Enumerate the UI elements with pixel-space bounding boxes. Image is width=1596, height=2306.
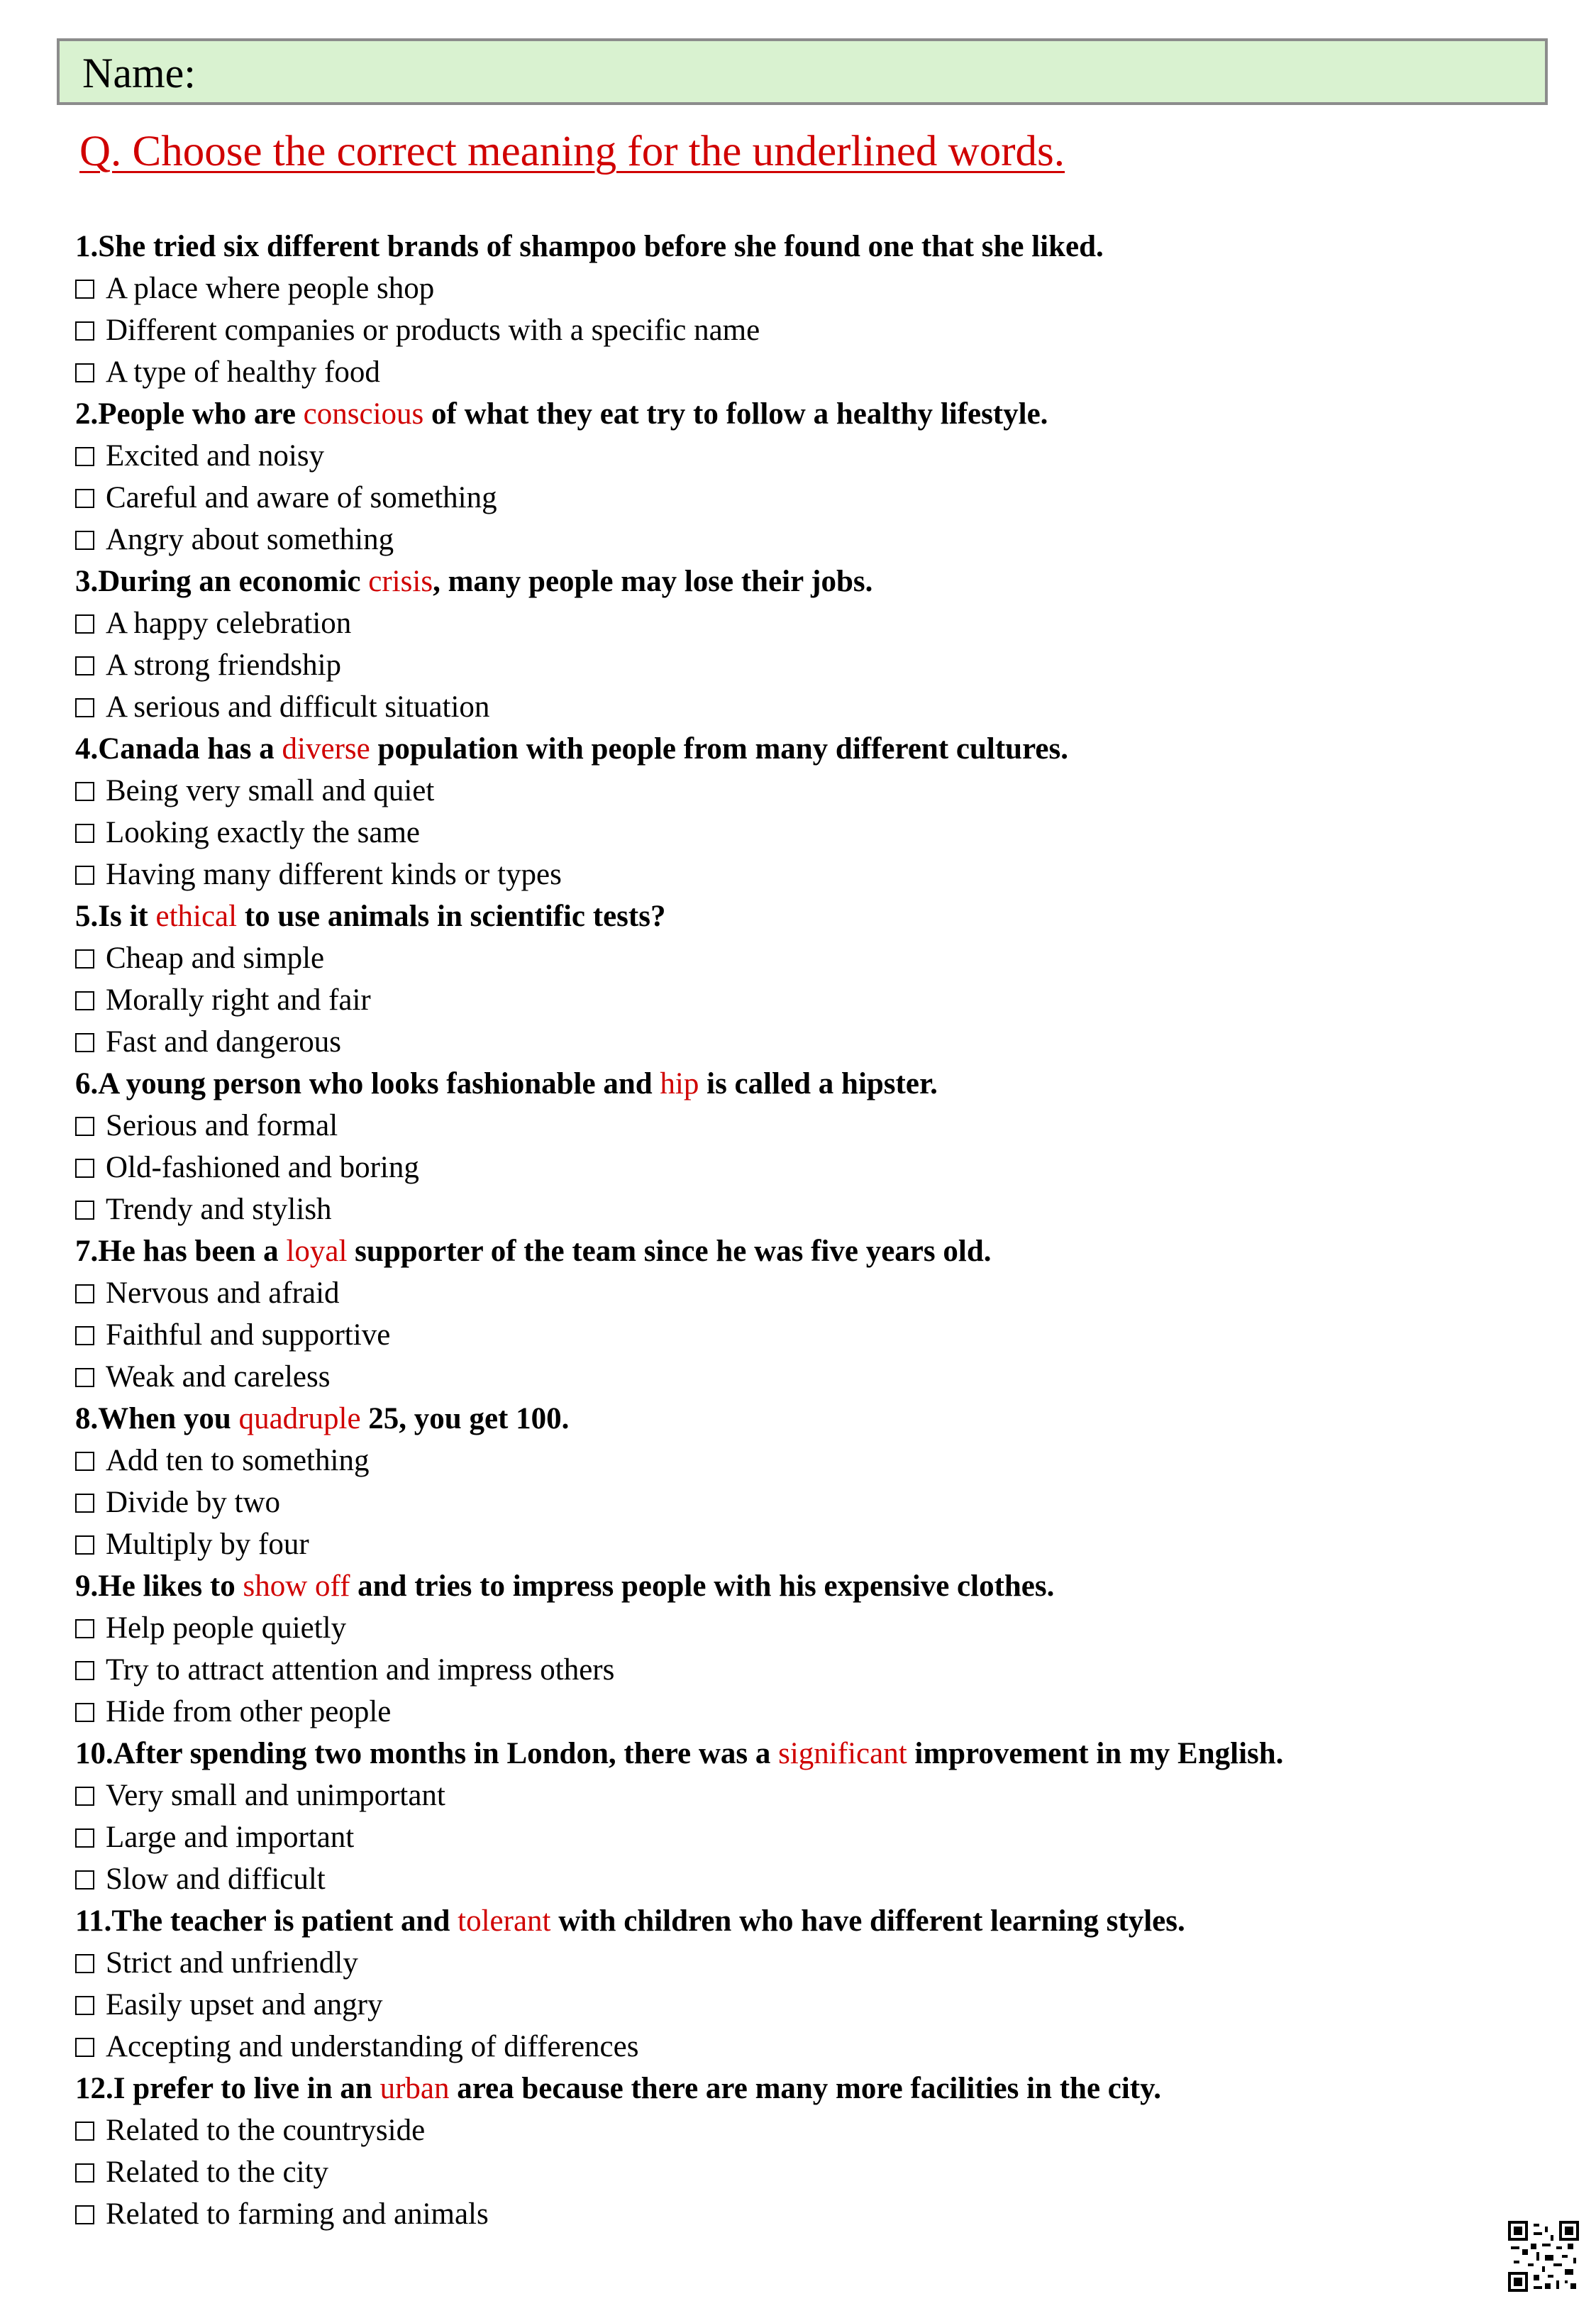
option-label: Large and important bbox=[106, 1821, 355, 1854]
answer-option[interactable] bbox=[75, 1607, 1536, 1649]
question-number: 7. bbox=[75, 1235, 99, 1268]
question-stem bbox=[75, 1733, 1536, 1775]
checkbox-icon[interactable] bbox=[75, 1284, 94, 1303]
answer-option[interactable] bbox=[75, 1147, 1536, 1188]
option-label: Having many different kinds or types bbox=[106, 858, 562, 891]
checkbox-icon[interactable] bbox=[75, 280, 94, 299]
question-stem bbox=[75, 561, 1536, 602]
option-label: Careful and aware of something bbox=[106, 481, 497, 514]
checkbox-icon[interactable] bbox=[75, 1117, 94, 1136]
option-label: Fast and dangerous bbox=[106, 1025, 341, 1059]
answer-option[interactable] bbox=[75, 979, 1536, 1021]
answer-option[interactable] bbox=[75, 351, 1536, 393]
target-word: loyal bbox=[286, 1235, 348, 1268]
target-word: crisis bbox=[368, 565, 433, 598]
checkbox-icon[interactable] bbox=[75, 1326, 94, 1345]
question-text: to use animals in scientific tests? bbox=[237, 900, 666, 933]
option-label: Looking exactly the same bbox=[106, 816, 420, 849]
question-text: He has been a bbox=[98, 1235, 287, 1268]
question-text: During an economic bbox=[98, 565, 369, 598]
option-label: Excited and noisy bbox=[106, 439, 325, 473]
question-text: supporter of the team since he was five years old. bbox=[347, 1235, 992, 1268]
checkbox-icon[interactable] bbox=[75, 1159, 94, 1178]
checkbox-icon[interactable] bbox=[75, 1368, 94, 1387]
target-word: diverse bbox=[282, 732, 370, 766]
question-text: He likes to bbox=[98, 1569, 243, 1603]
checkbox-icon[interactable] bbox=[75, 1703, 94, 1722]
option-label: Different companies or products with a specific name bbox=[106, 314, 760, 347]
option-label: Strict and unfriendly bbox=[106, 1946, 358, 1980]
option-label: Angry about something bbox=[106, 523, 394, 556]
answer-option[interactable] bbox=[75, 2193, 1536, 2235]
checkbox-icon[interactable] bbox=[75, 321, 94, 341]
target-word: show off bbox=[243, 1569, 350, 1603]
checkbox-icon[interactable] bbox=[75, 2122, 94, 2141]
option-label: Accepting and understanding of differences bbox=[106, 2030, 639, 2063]
option-label: Cheap and simple bbox=[106, 942, 325, 975]
answer-option[interactable] bbox=[75, 267, 1536, 309]
answer-option[interactable] bbox=[75, 1272, 1536, 1314]
question-stem bbox=[75, 1398, 1536, 1440]
question-text: area because there are many more facilities in the city. bbox=[449, 2072, 1162, 2105]
checkbox-icon[interactable] bbox=[75, 866, 94, 885]
answer-option[interactable] bbox=[75, 1691, 1536, 1733]
question-number: 2. bbox=[75, 397, 99, 431]
answer-option[interactable] bbox=[75, 1105, 1536, 1147]
checkbox-icon[interactable] bbox=[75, 698, 94, 717]
answer-option[interactable] bbox=[75, 1984, 1536, 2026]
target-word: significant bbox=[778, 1737, 907, 1770]
checkbox-icon[interactable] bbox=[75, 1787, 94, 1806]
answer-option[interactable] bbox=[75, 1356, 1536, 1398]
question-stem bbox=[75, 393, 1536, 435]
checkbox-icon[interactable] bbox=[75, 1494, 94, 1513]
question-stem bbox=[75, 226, 1536, 267]
option-label: Serious and formal bbox=[106, 1109, 338, 1142]
option-label: Related to farming and animals bbox=[106, 2197, 489, 2231]
target-word: tolerant bbox=[458, 1904, 551, 1938]
target-word: hip bbox=[660, 1067, 699, 1100]
checkbox-icon[interactable] bbox=[75, 614, 94, 634]
checkbox-icon[interactable] bbox=[75, 949, 94, 969]
question-text: , many people may lose their jobs. bbox=[433, 565, 873, 598]
question-stem bbox=[75, 1900, 1536, 1942]
question-stem bbox=[75, 895, 1536, 937]
answer-option[interactable] bbox=[75, 1440, 1536, 1482]
question-stem bbox=[75, 1063, 1536, 1105]
option-label: A serious and difficult situation bbox=[106, 690, 490, 724]
answer-option[interactable] bbox=[75, 2109, 1536, 2151]
target-word: conscious bbox=[303, 397, 424, 431]
checkbox-icon[interactable] bbox=[75, 2205, 94, 2224]
question-text: population with people from many different cultures. bbox=[370, 732, 1068, 766]
question-text: She tried six different brands of shampoo before she found one that she liked. bbox=[98, 230, 1104, 263]
answer-option[interactable] bbox=[75, 1523, 1536, 1565]
question-text: A young person who looks fashionable and bbox=[98, 1067, 660, 1100]
option-label: Being very small and quiet bbox=[106, 774, 435, 807]
answer-option[interactable] bbox=[75, 477, 1536, 519]
checkbox-icon[interactable] bbox=[75, 2038, 94, 2057]
question-number: 11. bbox=[75, 1904, 112, 1938]
question-text: Canada has a bbox=[98, 732, 282, 766]
answer-option[interactable] bbox=[75, 1816, 1536, 1858]
option-label: Nervous and afraid bbox=[106, 1276, 340, 1310]
question-text: with children who have different learning styles. bbox=[550, 1904, 1185, 1938]
option-label: A strong friendship bbox=[106, 649, 342, 682]
checkbox-icon[interactable] bbox=[75, 1452, 94, 1471]
checkbox-icon[interactable] bbox=[75, 447, 94, 466]
option-label: Slow and difficult bbox=[106, 1863, 326, 1896]
option-label: Try to attract attention and impress others bbox=[106, 1653, 615, 1687]
question-stem bbox=[75, 728, 1536, 770]
question-number: 12. bbox=[75, 2072, 113, 2105]
checkbox-icon[interactable] bbox=[75, 1954, 94, 1973]
target-word: quadruple bbox=[238, 1402, 361, 1435]
answer-option[interactable] bbox=[75, 309, 1536, 351]
option-label: Very small and unimportant bbox=[106, 1779, 445, 1812]
target-word: urban bbox=[379, 2072, 450, 2105]
question-text: When you bbox=[98, 1402, 239, 1435]
question-text: After spending two months in London, there was a bbox=[113, 1737, 779, 1770]
option-label: Hide from other people bbox=[106, 1695, 392, 1728]
answer-option[interactable] bbox=[75, 644, 1536, 686]
question-text: is called a hipster. bbox=[699, 1067, 938, 1100]
answer-option[interactable] bbox=[75, 854, 1536, 895]
answer-option[interactable] bbox=[75, 435, 1536, 477]
checkbox-icon[interactable] bbox=[75, 363, 94, 382]
option-label: A type of healthy food bbox=[106, 355, 380, 389]
checkbox-icon[interactable] bbox=[75, 1870, 94, 1890]
question-text: People who are bbox=[98, 397, 304, 431]
option-label: Old-fashioned and boring bbox=[106, 1151, 419, 1184]
question-text: Is it bbox=[98, 900, 156, 933]
question-text: improvement in my English. bbox=[907, 1737, 1284, 1770]
answer-option[interactable] bbox=[75, 1188, 1536, 1230]
question-number: 4. bbox=[75, 732, 99, 766]
answer-option[interactable] bbox=[75, 1482, 1536, 1523]
checkbox-icon[interactable] bbox=[75, 1033, 94, 1052]
question-number: 9. bbox=[75, 1569, 99, 1603]
checkbox-icon[interactable] bbox=[75, 1201, 94, 1220]
instruction-heading: Q. Choose the correct meaning for the underlined words. bbox=[79, 128, 1065, 175]
option-label: A happy celebration bbox=[106, 607, 352, 640]
answer-option[interactable] bbox=[75, 1649, 1536, 1691]
question-stem bbox=[75, 1565, 1536, 1607]
question-text: I prefer to live in an bbox=[113, 2072, 380, 2105]
answer-option[interactable] bbox=[75, 1858, 1536, 1900]
option-label: Weak and careless bbox=[106, 1360, 331, 1394]
answer-option[interactable] bbox=[75, 2151, 1536, 2193]
option-label: Help people quietly bbox=[106, 1611, 347, 1645]
checkbox-icon[interactable] bbox=[75, 1828, 94, 1848]
question-number: 6. bbox=[75, 1067, 99, 1100]
answer-option[interactable] bbox=[75, 770, 1536, 812]
name-box[interactable] bbox=[57, 38, 1548, 105]
answer-option[interactable] bbox=[75, 1942, 1536, 1984]
option-label: Add ten to something bbox=[106, 1444, 370, 1477]
checkbox-icon[interactable] bbox=[75, 1535, 94, 1555]
question-text: and tries to impress people with his expensive clothes. bbox=[350, 1569, 1055, 1603]
name-label: Name: bbox=[82, 50, 196, 96]
option-label: Easily upset and angry bbox=[106, 1988, 383, 2021]
question-text: 25, you get 100. bbox=[360, 1402, 570, 1435]
answer-option[interactable] bbox=[75, 2026, 1536, 2068]
qr-code-icon bbox=[1508, 2221, 1579, 2292]
checkbox-icon[interactable] bbox=[75, 1996, 94, 2015]
question-number: 3. bbox=[75, 565, 99, 598]
checkbox-icon[interactable] bbox=[75, 824, 94, 843]
option-label: A place where people shop bbox=[106, 272, 435, 305]
question-number: 5. bbox=[75, 900, 99, 933]
option-label: Multiply by four bbox=[106, 1528, 309, 1561]
checkbox-icon[interactable] bbox=[75, 1619, 94, 1638]
checkbox-icon[interactable] bbox=[75, 1661, 94, 1680]
question-stem bbox=[75, 1230, 1536, 1272]
option-label: Morally right and fair bbox=[106, 983, 371, 1017]
checkbox-icon[interactable] bbox=[75, 991, 94, 1010]
question-number: 8. bbox=[75, 1402, 99, 1435]
target-word: ethical bbox=[155, 900, 238, 933]
checkbox-icon[interactable] bbox=[75, 782, 94, 801]
question-list bbox=[75, 226, 1536, 2235]
checkbox-icon[interactable] bbox=[75, 531, 94, 550]
answer-option[interactable] bbox=[75, 602, 1536, 644]
answer-option[interactable] bbox=[75, 1314, 1536, 1356]
checkbox-icon[interactable] bbox=[75, 656, 94, 675]
option-label: Related to the countryside bbox=[106, 2114, 426, 2147]
question-number: 10. bbox=[75, 1737, 113, 1770]
option-label: Trendy and stylish bbox=[106, 1193, 332, 1226]
question-text: The teacher is patient and bbox=[111, 1904, 458, 1938]
answer-option[interactable] bbox=[75, 519, 1536, 561]
question-number: 1. bbox=[75, 230, 99, 263]
answer-option[interactable] bbox=[75, 937, 1536, 979]
checkbox-icon[interactable] bbox=[75, 489, 94, 508]
answer-option[interactable] bbox=[75, 686, 1536, 728]
option-label: Related to the city bbox=[106, 2156, 329, 2189]
option-label: Divide by two bbox=[106, 1486, 281, 1519]
answer-option[interactable] bbox=[75, 1775, 1536, 1816]
answer-option[interactable] bbox=[75, 812, 1536, 854]
question-text: of what they eat try to follow a healthy lifestyle. bbox=[423, 397, 1048, 431]
option-label: Faithful and supportive bbox=[106, 1318, 391, 1352]
question-stem bbox=[75, 2068, 1536, 2109]
checkbox-icon[interactable] bbox=[75, 2163, 94, 2183]
answer-option[interactable] bbox=[75, 1021, 1536, 1063]
